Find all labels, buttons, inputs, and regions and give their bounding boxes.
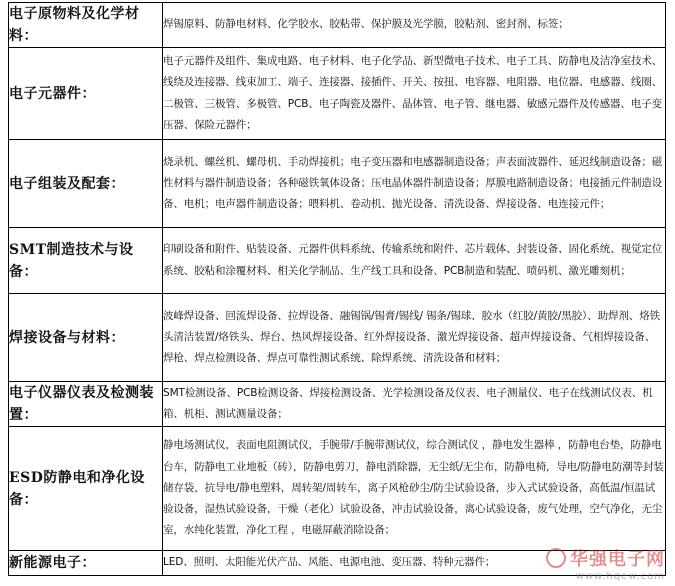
category-items: 烧录机、螺丝机、螺母机、手动焊接机；电子变压器和电感器制造设备；声表面波器件、延迟线制造设备；磁性材料与器件制造设备；各种磁铁氧体设备；压电晶体器件制造设备；厚膜电路制造设备；电接插元件制造设备、电机；电声器件制造设备；喂料机、卷动机、抛光设备、清洗设备、焊接设备、电连接元件； <box>163 140 666 228</box>
table-row <box>9 3 666 48</box>
category-label: 电子元器件： <box>9 48 163 140</box>
category-items: SMT检测设备、PCB检测设备、焊接检测设备、光学检测设备及仪表、电子测量仪、电子在线测试仪表、机箱、机柜、测试测量设备； <box>163 382 666 427</box>
table-row <box>9 48 666 140</box>
category-table <box>8 2 666 576</box>
category-label: 电子组装及配套： <box>9 140 163 228</box>
category-label: 焊接设备与材料： <box>9 294 163 382</box>
table-row <box>9 140 666 228</box>
category-label: SMT制造技术与设备： <box>9 228 163 294</box>
watermark-title: 华强电子网 <box>570 549 665 570</box>
table-row <box>9 228 666 294</box>
hqew-logo-icon <box>546 548 566 568</box>
table-row <box>9 294 666 382</box>
category-items: 电子元器件及组件、集成电路、电子材料、电子化学品、新型微电子技术、电子工具、防静电及洁净室技术、线绕及连接器、线束加工、端子、连接器、接插件、开关、按扭、电容器、电阻器、电位器、电感器、线圈、二极管、三极管、多极管、PCB、电子陶瓷及器件、晶体管、电子管、继电器、敏感元器件及传感器、电子变压器、保险元器件； <box>163 48 666 140</box>
category-label: 电子原物料及化学材料： <box>9 3 163 48</box>
category-items: 焊锡原料、防静电材料、化学胶水、胶粘带、保护膜及光学膜，胶粘剂、密封剂、标签； <box>163 3 666 48</box>
category-label: 电子仪器仪表及检测装置： <box>9 382 163 427</box>
table-row <box>9 382 666 427</box>
table-row <box>9 427 666 551</box>
category-items: 印刷设备和附件、贴装设备、元器件供料系统、传输系统和附件、芯片载体、封装设备、固化系统、视觉定位系统、胶粘和涂覆材料、相关化学制品、生产线工具和设备、PCB制造和装配、喷码机、激光雕刻机； <box>163 228 666 294</box>
category-items: 波峰焊设备、回流焊设备、拉焊设备、融锡锅/锡膏/锡线/ 锡条/锡球、胶水（红胶/黄胶/黑胶）、助焊剂、烙铁头清洁装置/烙铁头、焊台、热风焊接设备、红外焊接设备、激光焊接设备、超声焊接设备、气相焊接设备、焊枪、焊点检测设备、焊点可靠性测试系统、除焊系统、清洗设备和材料； <box>163 294 666 382</box>
watermark-url: www.hqew.com <box>575 571 665 582</box>
category-items: LED、照明、太阳能光伏产品、风能、电源电池、变压器、特种元器件； <box>163 551 666 576</box>
category-items: 静电场测试仪，表面电阻测试仪，手腕带/手腕带测试仪，综合测试仪 ，静电发生器棒 ，防静电台垫，防静电台车，防静电工业地板（砖），防静电剪刀，静电消除器，无尘纸/无尘布，防静电椅，导电/防静电防潮等封装储存袋，抗导电/静电塑料，周转架/周转车，离子风枪砂尘/防尘试验设备，步入式试验设备，高低温/恒温试验设备，湿热试验设备，干燥（老化）试验设备，冲击试验设备，离心试验设备，废气处理，空气净化，无尘室，水纯化装置，净化工程 ，电磁屏蔽消除设备； <box>163 427 666 551</box>
category-label: ESD防静电和净化设备： <box>9 427 163 551</box>
category-label: 新能源电子： <box>9 551 163 576</box>
watermark <box>546 545 665 582</box>
